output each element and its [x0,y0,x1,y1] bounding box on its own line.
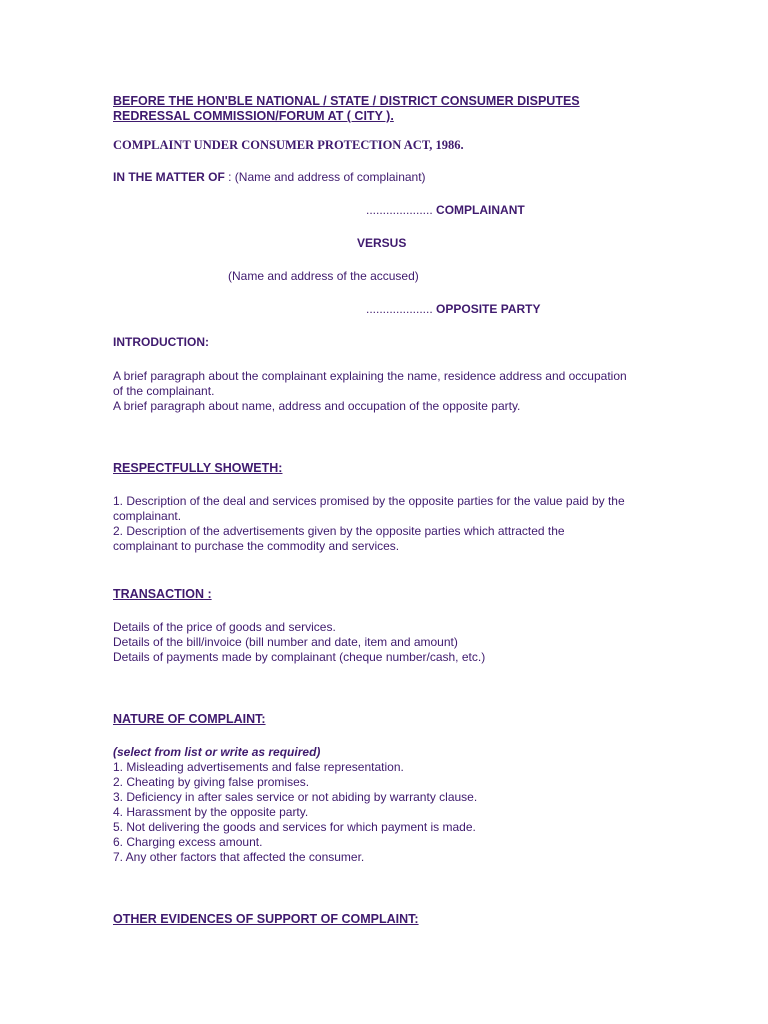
nature-item: 4. Harassment by the opposite party. [113,805,309,819]
complainant-label: COMPLAINANT [436,203,525,217]
nature-note: (select from list or write as required) [113,745,321,759]
introduction-line: A brief paragraph about the complainant explaining the name, residence address and occupation [113,369,627,383]
nature-item: 1. Misleading advertisements and false representation. [113,760,404,774]
other-evidences-heading: OTHER EVIDENCES OF SUPPORT OF COMPLAINT: [113,912,419,926]
introduction-heading: INTRODUCTION: [113,335,209,349]
transaction-paragraph [113,620,673,665]
nature-item: 6. Charging excess amount. [113,835,263,849]
nature-of-complaint-list [113,745,673,865]
respectfully-line: 1. Description of the deal and services promised by the opposite parties for the value paid by the [113,494,625,508]
complaint-act-title: COMPLAINT UNDER CONSUMER PROTECTION ACT, 1986. [113,138,464,152]
respectfully-line: 2. Description of the advertisements given by the opposite parties which attracted the [113,524,565,538]
court-heading-line-2: REDRESSAL COMMISSION/FORUM AT ( CITY ). [113,109,394,123]
transaction-line: Details of the price of goods and services. [113,620,336,634]
accused-line: (Name and address of the accused) [228,269,419,283]
opposite-party-dots: .................... [366,302,433,316]
transaction-heading: TRANSACTION : [113,587,212,601]
introduction-line: of the complainant. [113,384,215,398]
versus-label: VERSUS [357,236,407,250]
respectfully-line: complainant to purchase the commodity and services. [113,539,400,553]
complainant-line [366,203,525,218]
introduction-line: A brief paragraph about name, address and occupation of the opposite party. [113,399,521,413]
matter-line [113,170,426,185]
respectfully-line: complainant. [113,509,182,523]
matter-label: IN THE MATTER OF [113,170,225,184]
nature-of-complaint-heading: NATURE OF COMPLAINT: [113,712,266,726]
nature-item: 3. Deficiency in after sales service or not abiding by warranty clause. [113,790,478,804]
respectfully-paragraph [113,494,673,554]
nature-item: 7. Any other factors that affected the consumer. [113,850,365,864]
transaction-line: Details of the bill/invoice (bill number and date, item and amount) [113,635,458,649]
respectfully-showeth-heading: RESPECTFULLY SHOWETH: [113,461,283,475]
opposite-party-line [366,302,541,317]
introduction-paragraph [113,369,673,414]
court-heading [113,94,580,124]
complainant-dots: .................... [366,203,433,217]
nature-item: 5. Not delivering the goods and services for which payment is made. [113,820,476,834]
matter-text: : (Name and address of complainant) [224,170,426,184]
nature-item: 2. Cheating by giving false promises. [113,775,310,789]
opposite-party-label: OPPOSITE PARTY [436,302,541,316]
transaction-line: Details of payments made by complainant (cheque number/cash, etc.) [113,650,486,664]
court-heading-line-1: BEFORE THE HON'BLE NATIONAL / STATE / DISTRICT CONSUMER DISPUTES [113,94,580,108]
